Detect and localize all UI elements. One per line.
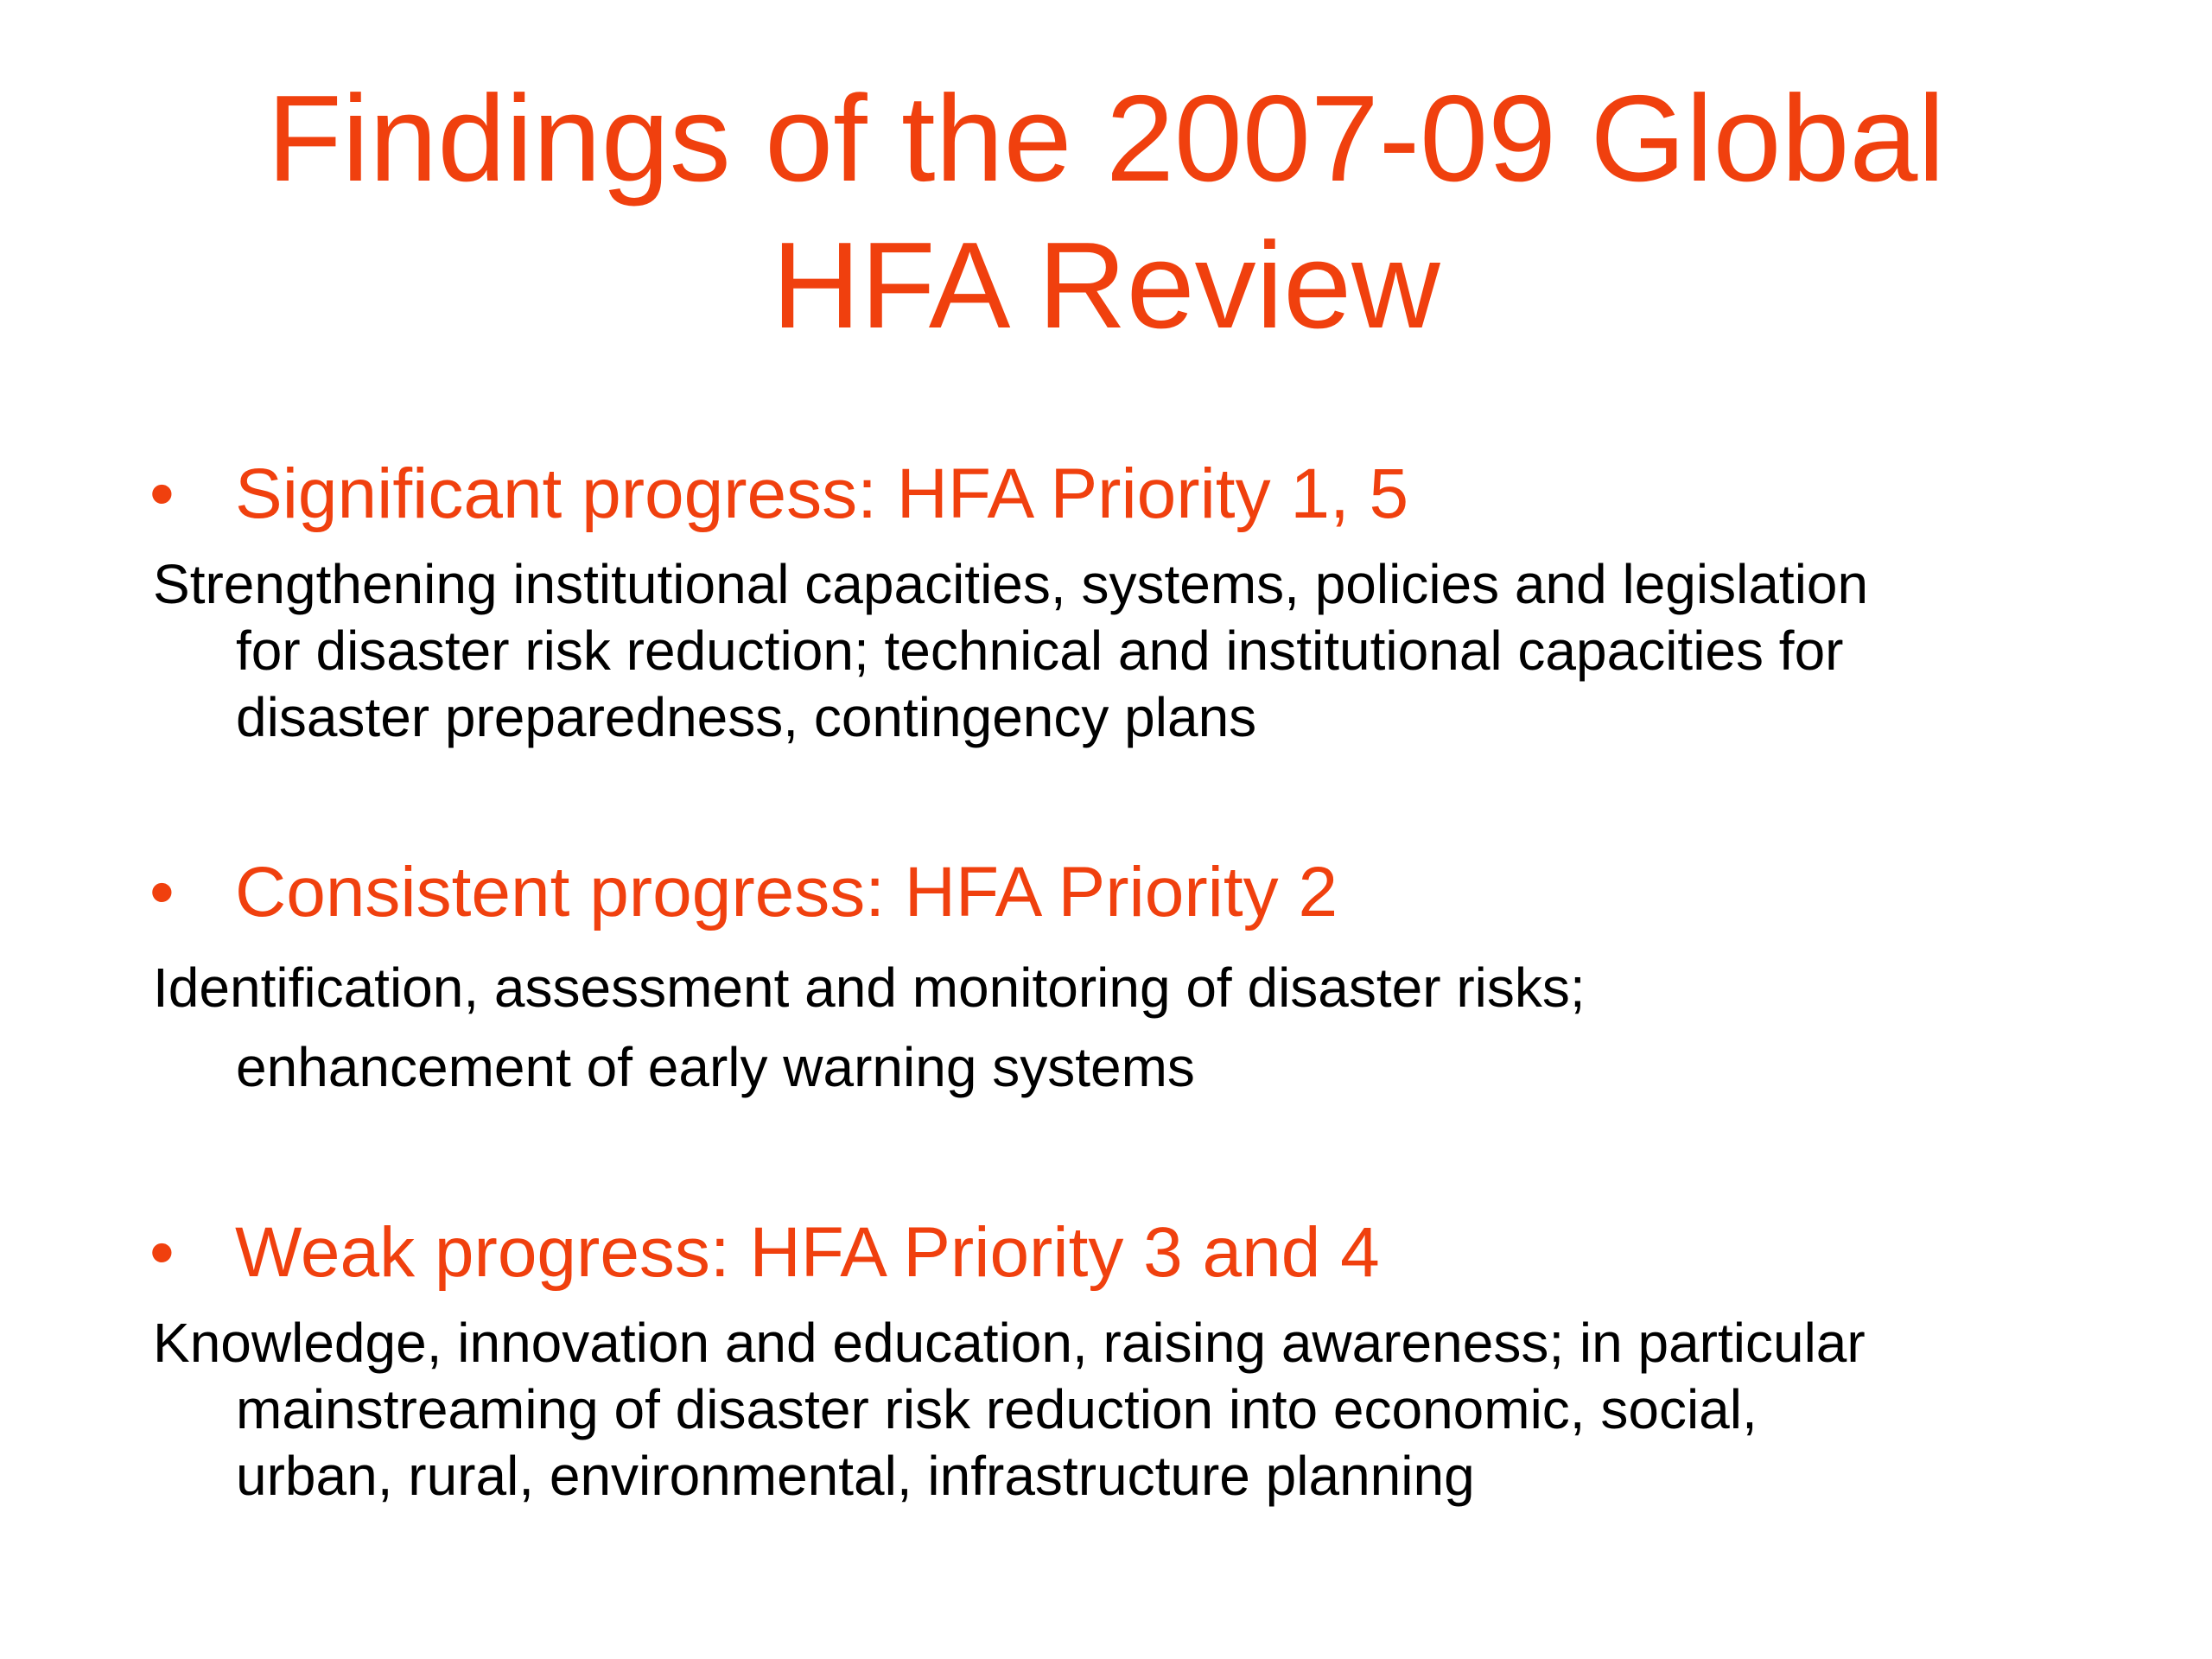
section-body-significant — [153, 551, 2158, 751]
section-heading-weak — [149, 1210, 1380, 1296]
bullet-marker: • — [149, 1213, 175, 1292]
section-body-consistent — [153, 948, 2158, 1107]
body-line: disaster preparedness, contingency plans — [236, 686, 1257, 748]
body-line: enhancement of early warning systems — [236, 1036, 1195, 1098]
title-line-1: Findings of the 2007-09 Global — [267, 70, 1945, 207]
section-heading-text: Consistent progress: HFA Priority 2 — [235, 853, 1338, 931]
bullet-marker: • — [149, 454, 175, 533]
slide-title — [0, 66, 2212, 359]
body-line: Strengthening institutional capacities, systems, policies and legislation — [153, 553, 1869, 615]
body-line: for disaster risk reduction; technical and institutional capacities for — [236, 620, 1844, 682]
section-heading-consistent — [149, 849, 1338, 936]
section-heading-text: Significant progress: HFA Priority 1, 5 — [235, 454, 1409, 533]
bullet-marker: • — [149, 853, 175, 931]
section-heading-text: Weak progress: HFA Priority 3 and 4 — [235, 1213, 1380, 1292]
body-line: Identification, assessment and monitoring of disaster risks; — [153, 957, 1586, 1019]
body-line: urban, rural, environmental, infrastructure planning — [236, 1445, 1475, 1507]
title-line-2: HFA Review — [772, 217, 1440, 354]
section-body-weak — [153, 1310, 2158, 1510]
body-line: Knowledge, innovation and education, raising awareness; in particular — [153, 1312, 1866, 1374]
section-heading-significant — [149, 451, 1408, 537]
body-line: mainstreaming of disaster risk reduction into economic, social, — [236, 1378, 1758, 1440]
